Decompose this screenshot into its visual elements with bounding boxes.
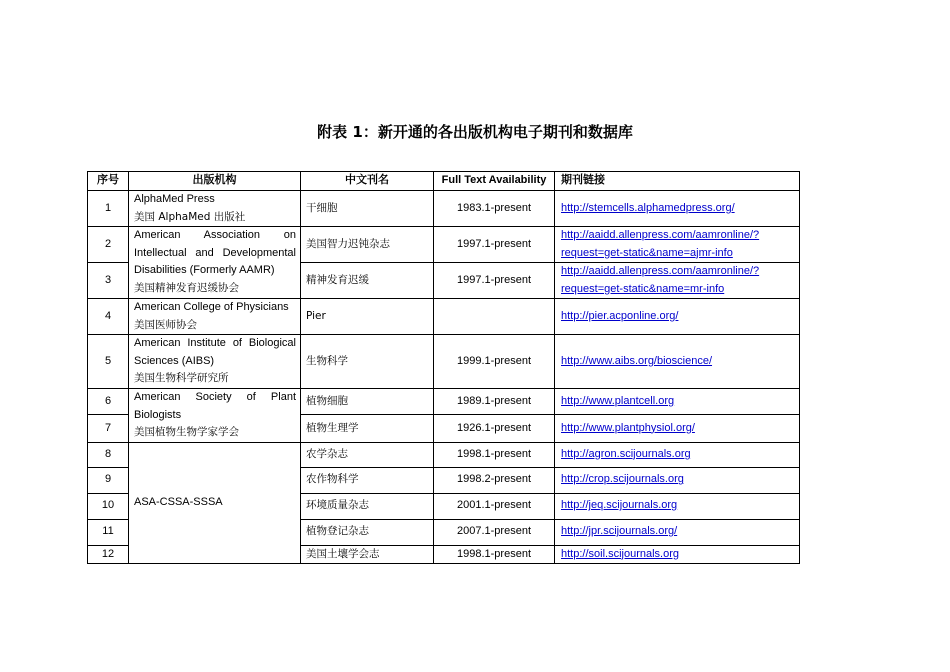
chinese-title: Pier	[301, 299, 434, 335]
row-number: 6	[88, 389, 129, 415]
journal-link-cell	[555, 263, 800, 299]
journal-link-cell	[555, 227, 800, 263]
publisher-cell	[129, 191, 301, 227]
publisher-cell	[129, 299, 301, 335]
row-number: 2	[88, 227, 129, 263]
publisher-name: ASA-CSSA-SSSA	[134, 496, 223, 508]
publisher-cell	[129, 335, 301, 389]
availability: 1997.1-present	[434, 227, 555, 263]
availability: 1989.1-present	[434, 389, 555, 415]
journal-link[interactable]: http://crop.scijournals.org	[561, 473, 684, 486]
publisher-name: American Institute of Biological Sciences (AIBS)	[134, 337, 296, 367]
publisher-name: American Association on Intellectual and Developmental Disabilities (Formerly AAMR)	[134, 229, 296, 276]
table-row	[88, 299, 800, 335]
availability	[434, 299, 555, 335]
journal-link[interactable]: http://www.plantcell.org	[561, 394, 675, 407]
row-number: 1	[88, 191, 129, 227]
table-row	[88, 227, 800, 263]
row-number: 12	[88, 545, 129, 564]
journal-link[interactable]: http://www.plantphysiol.org/	[561, 421, 695, 434]
journal-link-cell	[555, 389, 800, 415]
table-row	[88, 389, 800, 415]
journal-link-cell	[555, 442, 800, 467]
publisher-name: American Society of Plant Biologists	[134, 391, 296, 421]
availability: 1926.1-present	[434, 415, 555, 442]
row-number: 5	[88, 335, 129, 389]
journal-link-cell	[555, 467, 800, 493]
availability: 2001.1-present	[434, 493, 555, 519]
chinese-title: 植物登记杂志	[301, 519, 434, 545]
header-publisher: 出版机构	[129, 172, 301, 191]
availability: 1998.2-present	[434, 467, 555, 493]
publisher-cell	[129, 389, 301, 443]
row-number: 10	[88, 493, 129, 519]
journal-table	[87, 171, 800, 564]
journal-link-cell	[555, 493, 800, 519]
row-number: 11	[88, 519, 129, 545]
journal-link[interactable]: http://stemcells.alphamedpress.org/	[561, 201, 735, 214]
header-availability: Full Text Availability	[434, 172, 555, 191]
publisher-name-zh: 美国医师协会	[134, 318, 197, 331]
journal-link-cell	[555, 519, 800, 545]
chinese-title: 干细胞	[301, 191, 434, 227]
row-number: 7	[88, 415, 129, 442]
journal-link-cell	[555, 191, 800, 227]
publisher-name-zh: 美国植物生物学家学会	[134, 426, 239, 438]
row-number: 3	[88, 263, 129, 299]
availability: 1998.1-present	[434, 545, 555, 564]
journal-link[interactable]: http://www.aibs.org/bioscience/	[561, 354, 713, 367]
publisher-cell	[129, 442, 301, 564]
journal-link[interactable]: http://pier.acponline.org/	[561, 309, 679, 322]
availability: 2007.1-present	[434, 519, 555, 545]
chinese-title: 精神发育迟缓	[301, 263, 434, 299]
chinese-title: 美国智力迟钝杂志	[301, 227, 434, 263]
chinese-title: 植物生理学	[301, 415, 434, 442]
chinese-title: 植物细胞	[301, 389, 434, 415]
row-number: 4	[88, 299, 129, 335]
table-row	[88, 191, 800, 227]
journal-link[interactable]: http://aaidd.allenpress.com/aamronline/?request=get-static&name=mr-info	[561, 265, 760, 295]
table-row	[88, 335, 800, 389]
journal-link-cell	[555, 335, 800, 389]
journal-link-cell	[555, 545, 800, 564]
publisher-name-zh: 美国精神发育迟缓协会	[134, 281, 239, 294]
publisher-name-zh: 美国生物科学研究所	[134, 372, 229, 385]
page-title: 附表 1：新开通的各出版机构电子期刊和数据库	[317, 123, 633, 141]
chinese-title: 生物科学	[301, 335, 434, 389]
availability: 1998.1-present	[434, 442, 555, 467]
header-chinese-title: 中文刊名	[301, 172, 434, 191]
journal-link-cell	[555, 415, 800, 442]
availability: 1997.1-present	[434, 263, 555, 299]
journal-link[interactable]: http://jpr.scijournals.org/	[561, 525, 678, 538]
journal-link[interactable]: http://agron.scijournals.org	[561, 447, 691, 460]
publisher-name: AlphaMed Press	[134, 193, 215, 205]
header-no: 序号	[88, 172, 129, 191]
chinese-title: 农学杂志	[301, 442, 434, 467]
journal-link[interactable]: http://aaidd.allenpress.com/aamronline/?request=get-static&name=ajmr-info	[561, 229, 760, 259]
journal-link[interactable]: http://jeq.scijournals.org	[561, 499, 678, 512]
journal-link-cell	[555, 299, 800, 335]
availability: 1983.1-present	[434, 191, 555, 227]
publisher-cell	[129, 227, 301, 299]
chinese-title: 农作物科学	[301, 467, 434, 493]
row-number: 8	[88, 442, 129, 467]
journal-link[interactable]: http://soil.scijournals.org	[561, 547, 679, 560]
table-row	[88, 442, 800, 467]
header-link: 期刊链接	[555, 172, 800, 191]
chinese-title: 环境质量杂志	[301, 493, 434, 519]
publisher-name: American College of Physicians	[134, 301, 289, 313]
chinese-title: 美国土壤学会志	[301, 545, 434, 564]
row-number: 9	[88, 467, 129, 493]
publisher-name-zh: 美国 AlphaMed 出版社	[134, 210, 246, 223]
availability: 1999.1-present	[434, 335, 555, 389]
header-row	[88, 172, 800, 191]
